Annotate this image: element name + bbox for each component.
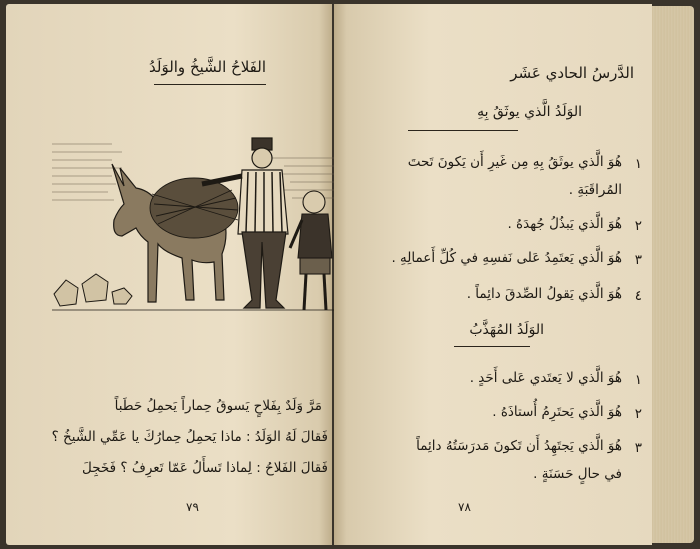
s2-item-1-number: ١ <box>634 372 642 388</box>
section2-title: الوَلَدُ المُهَذَّبُ <box>469 322 544 338</box>
s2-item-3-line-2: في حالٍ حَسَنَةٍ . <box>533 466 622 482</box>
s2-item-3-number: ٣ <box>634 440 642 456</box>
s2-item-1-line-1: هُوَ الَّذي لا يَعتَدي عَلى أَحَدٍ . <box>469 370 622 386</box>
s1-item-2-line-1: هُوَ الَّذي يَبذُلُ جُهدَهُ . <box>507 216 622 232</box>
section1-underline <box>408 130 518 131</box>
lesson-title: الدَّرسُ الحادي عَشَر <box>510 64 634 82</box>
title-underline <box>154 84 266 85</box>
page-edges <box>652 6 694 543</box>
story-line-1: مَرَّ وَلَدٌ بِفَلاحٍ يَسوقُ حِماراً يَحمِلُ حَطَباً <box>114 398 322 414</box>
story-line-2: فَقالَ لَهُ الوَلَدُ : ماذا يَحمِلُ حِمارُكَ يا عَمِّي الشَّيخُ ؟ <box>51 429 328 445</box>
s1-item-2-number: ٢ <box>634 218 642 234</box>
section2-underline <box>454 346 530 347</box>
right-page-number: ٧٨ <box>458 500 471 514</box>
right-page <box>334 4 652 545</box>
s1-item-3-number: ٣ <box>634 252 642 268</box>
s2-item-2-line-1: هُوَ الَّذي يَحتَرِمُ أُستاذَهُ . <box>492 404 622 420</box>
s1-item-4-line-1: هُوَ الَّذي يَقولُ الصِّدقَ دائِماً . <box>466 286 622 302</box>
s1-item-3-line-1: هُوَ الَّذي يَعتَمِدُ عَلى نَفسِهِ في كُلِّ أَعمالِهِ . <box>391 250 622 266</box>
s2-item-3-line-1: هُوَ الَّذي يَجتَهِدُ أَن تَكونَ مَدرَسَتُهُ دائِماً <box>416 438 622 454</box>
s1-item-4-number: ٤ <box>634 288 642 304</box>
left-page <box>6 4 332 545</box>
s1-item-1-line-1: هُوَ الَّذي يوثَقُ بِهِ مِن غَيرِ أَن يَكونَ تَحتَ <box>407 154 622 170</box>
s1-item-1-number: ١ <box>634 156 642 172</box>
story-line-3: فَقالَ الفَلاحُ : لِماذا تَسأَلُ عَمّا تَعرِفُ ؟ فَخَجِلَ <box>81 460 328 476</box>
s1-item-1-line-2: المُراقَبَةِ . <box>568 182 622 198</box>
left-page-title: الفَلاحُ الشَّيخُ والوَلَدُ <box>149 58 266 76</box>
farmer-donkey-illustration <box>52 124 334 324</box>
section1-title: الوَلَدُ الَّذي يوثَقُ بِهِ <box>477 104 582 120</box>
s2-item-2-number: ٢ <box>634 406 642 422</box>
left-page-number: ٧٩ <box>186 500 199 514</box>
